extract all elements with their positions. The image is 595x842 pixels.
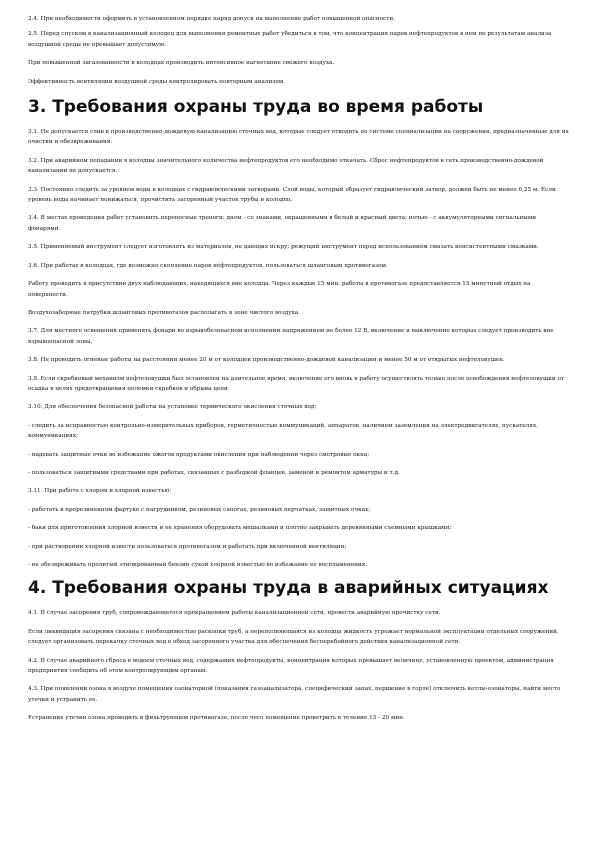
paragraph: Устранение утечки озона проводить в фильтрующем противогазе, после чего помещение проветрить в течение 15 - 20 мин.: [28, 715, 405, 722]
paragraph: 2.4. При необходимости оформить в установленном порядке наряд-допуск на выполнение работ повышенной опасности.: [28, 16, 396, 22]
paragraph: 3.2. При аварийном попадании в колодцы значительного количества нефтепродуктов его необходимо откачать. Сброс нефтепродуктов в сеть производственно-дождевой канализации не допускается.: [28, 157, 544, 175]
paragraph: 3.6. При работах в колодцах, где возможно скопление паров нефтепродуктов, пользоваться шланговым противогазом.: [28, 262, 388, 269]
section-heading: 4. Требования охраны труда в аварийных ситуациях: [28, 578, 549, 599]
paragraph: 3.10. Для обеспечения безопасной работы на установке термического окисления сточных вод:: [28, 404, 317, 411]
paragraph: 2.5. Перед спуском в канализационный колодец для выполнения ремонтных работ убедиться в том, что концентрация паров нефтепродуктов в нем по результатам анализа воздушной среды не превышает допустимую.: [28, 31, 552, 48]
paragraph: Воздухозаборные патрубки шланговых противогазов располагать в зоне чистого воздуха.: [28, 309, 300, 316]
list-item: - пользоваться защитными средствами при работах, связанных с разборкой фланцев, заменой и ремонтом арматуры и т.д.: [28, 469, 400, 476]
list-item: - надевать защитные очки во избежание ожогов продуктами окисления при наблюдении через смотровые окна;: [28, 451, 370, 458]
paragraph: Эффективность вентиляции воздушной среды контролировать повторным анализом.: [28, 78, 286, 85]
paragraph: 3.11. При работе с хлором и хлорной известью:: [28, 488, 172, 495]
section-heading: 3. Требования охраны труда во время работы: [28, 97, 484, 118]
paragraph: 3.8. Не проводить огневые работы на расстоянии менее 20 м от колодцев производственно-дождевой канализации и менее 50 м от открытых нефтеловушек.: [28, 357, 505, 364]
list-item: - работать в прорезиненном фартуке с нагрудником, резиновых сапогах, резиновых перчатках, защитных очках;: [28, 506, 371, 513]
paragraph: При повышенной загазованности в колодцах производить интенсивное нагнетание свежего воздуха.: [28, 60, 335, 67]
paragraph: 3.4. В местах проведения работ установить переносные треноги: днем - со знаками, окрашенными в белый и красный цвета; ночью - с аккумуляторными сигнальными фонарями.: [28, 215, 537, 232]
list-item: - следить за исправностью контрольно-измерительных приборов, герметичностью коммуникаций, аппаратов, наличием заземления на электродвигателях, пускателях, коммуникациях;: [28, 422, 538, 440]
list-item: - при растворении хлорной извести пользоваться противогазом и работать при включенной вентиляции;: [28, 543, 347, 550]
paragraph: 3.7. Для местного освещения применять фонари во взрывобезопасном исполнении напряжением не более 12 В, включение и выключение которых следует производить вне взрывоопасной зоны.: [28, 328, 554, 345]
paragraph: 4.2. В случае аварийного сброса в водоем сточных вод, содержащих нефтепродукты, концентрация которых превышает величину, установленную проектом, администрация предприятия сообщить об этом контролирующим органам.: [28, 657, 554, 675]
paragraph: 3.1. Не допускается слив в производственно-дождевую канализацию сточных вод, которые следует отводить по системе специализации на сооружения, предназначенные для их очистки и обезвреживания.: [28, 129, 569, 146]
paragraph: 3.5. Применяемый инструмент следует изготовлять из материалов, не дающих искру; режущий инструмент перед использованием смазать консистентными смазками.: [28, 244, 539, 251]
paragraph: Работу проводить в присутствии двух наблюдающих, находящихся вне колодца. Через каждые 15 мин. работы в противогазе предоставляется 15 минутный отдых на поверхности.: [28, 281, 531, 298]
paragraph: 4.3. При появлении озона в воздухе помещения озонаторной (показания газоанализатора, специфический запах, першение в горле) отключить котлы-озонаторы, найти место утечки и устранить ее.: [28, 686, 561, 703]
paragraph: Если ликвидация засорения связана с необходимостью раскопки труб, а переполняющаяся из колодца жидкость угрожает нормальной эксплуатации отдельных сооружений, следует организовать перекачку сточных вод в обход засоренного участка для обеспечения бесперебойного действия канализационной сети.: [28, 628, 559, 646]
list-item: - не обезвреживать пролитый этилированный бензин сухой хлорной известью во избежание ее воспламенения.: [28, 562, 368, 568]
paragraph: 3.9. Если скребковый механизм нефтеловушки был остановлен на длительное время, включение его вновь в работу осуществлять только после освобождения нефтеловушки от осадка в целях предотвращения поломки скребков и обрыва цепи.: [28, 375, 565, 392]
paragraph: 4.1. В случае засорения труб, сопровождающегося прекращением работы канализационной сети, провести аварийную прочистку сети.: [28, 610, 441, 617]
list-item: - баки для приготовления хлорной извести и ее хранения оборудовать мешалками и плотно закрывать деревянными съемными крышками;: [28, 525, 452, 532]
paragraph: 3.3. Постоянно следить за уровнем воды в колодцах с гидравлическими затворами. Слой воды, который образует гидравлический затвор, должен быть не менее 0,25 м. Если уровень воды начинает понижаться, прочистить засоренный участок трубы и колодец.: [28, 186, 556, 204]
